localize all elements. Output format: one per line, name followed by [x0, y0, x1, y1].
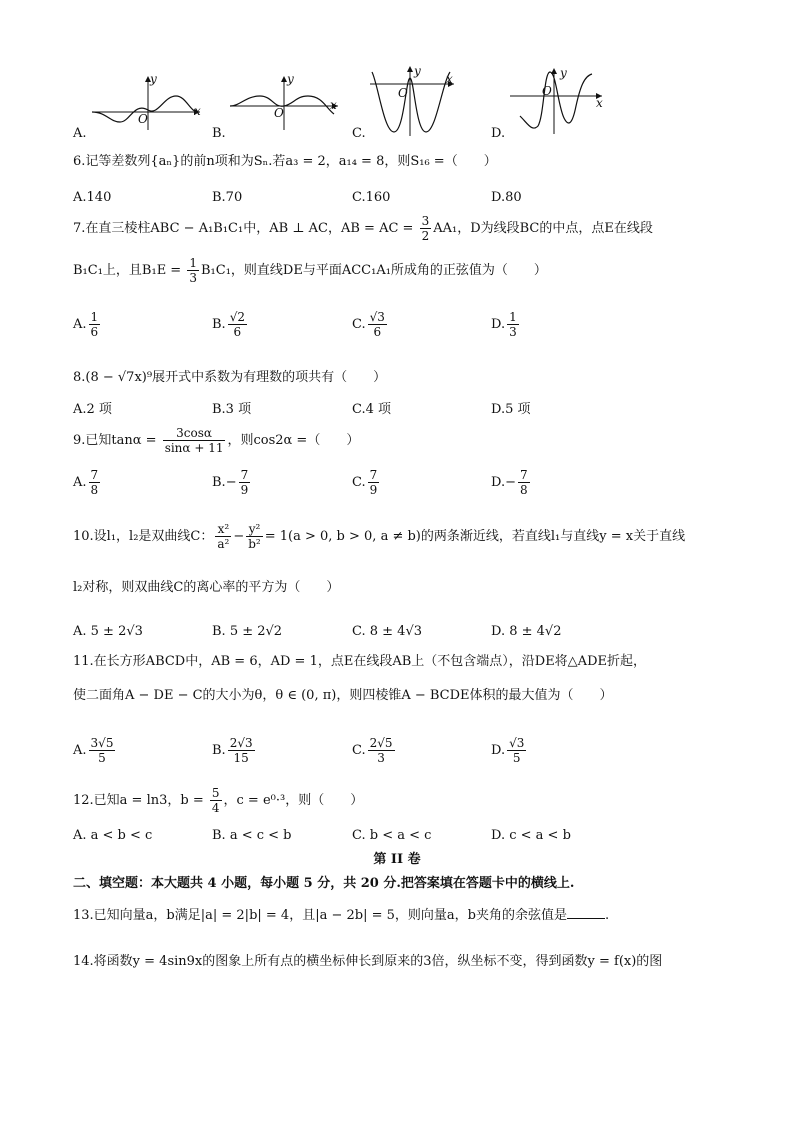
q7-fraction-2: $\frac{1}{3}$	[189, 256, 197, 285]
q6-option-c: C.160	[352, 190, 391, 205]
q6-option-b: B.70	[212, 190, 243, 205]
q9-fraction: $\frac{3\cos\alpha}{\sin\alpha + 11}$	[164, 426, 224, 455]
part-two-title: 第 II 卷	[373, 852, 421, 867]
q7-text-1: 7.在直三棱柱ABC − A₁B₁C₁中，AB ⊥ AC，AB = AC =	[73, 221, 418, 236]
q10-option-d: D. 8 ± 4√2	[491, 624, 562, 639]
q12-fraction: $\frac{5}{4}$	[211, 786, 220, 815]
q9-option-c: C. $\frac{7}{9}$	[352, 468, 378, 497]
q7-option-a: A. $\frac{1}{6}$	[73, 310, 99, 339]
graph-d	[506, 66, 606, 136]
q11-option-a: A. $\frac{3√5}{5}$	[73, 736, 114, 765]
graph-option-b: B.	[212, 126, 226, 141]
q7-text-3: B₁C₁上，且B₁E =	[73, 263, 186, 278]
graph-b	[226, 72, 344, 132]
graph-b-plot	[226, 72, 344, 132]
graph-option-a: A.	[73, 126, 87, 141]
graph-b-x-label: x	[330, 98, 337, 112]
q8-option-c: C.4 项	[352, 402, 392, 417]
graph-a-origin: O	[138, 112, 148, 126]
fill-in-heading: 二、填空题：本大题共 4 小题，每小题 5 分，共 20 分.把答案填在答题卡中的横线上.	[73, 876, 575, 891]
q11-option-c: C. $\frac{2√5}{3}$	[352, 736, 393, 765]
graph-c	[366, 64, 458, 138]
graph-d-y-label: y	[560, 66, 567, 80]
q7-option-b: B. $\frac{√2}{6}$	[212, 310, 245, 339]
q12-option-b: B. a < c < b	[212, 828, 292, 843]
q10-option-b: B. 5 ± 2√2	[212, 624, 283, 639]
graph-option-d: D.	[491, 126, 506, 141]
q14-stem: 14.将函数y = 4sin9x的图象上所有点的横坐标伸长到原来的3倍，纵坐标不变，得到函数y = f(x)的图	[73, 954, 663, 969]
q7-stem-line1	[73, 212, 653, 246]
graph-a-x-label: x	[194, 104, 201, 118]
q7-text-2: AA₁，D为线段BC的中点，点E在线段	[433, 221, 653, 236]
q9-option-a: A. $\frac{7}{8}$	[73, 468, 99, 497]
graph-d-origin: O	[542, 84, 552, 98]
q13-stem: 13.已知向量a，b满足|a| = 2|b| = 4，且|a − 2b| = 5，则向量a，b夹角的余弦值是 .	[73, 908, 610, 923]
graph-option-c: C.	[352, 126, 366, 141]
q10-option-c: C. 8 ± 4√3	[352, 624, 423, 639]
q6-stem: 6.记等差数列{aₙ}的前n项和为Sₙ.若a₃ = 2，a₁₄ = 8，则S₁₆ =（ ）	[73, 154, 497, 169]
graph-c-x-label: x	[446, 72, 453, 86]
q11-stem-line2: 使二面角A − DE − C的大小为θ，θ ∈ (0, π)，则四棱锥A − BCDE体积的最大值为（ ）	[73, 688, 613, 703]
graph-a-y-label: y	[150, 72, 157, 86]
graph-c-plot	[366, 64, 458, 138]
q11-option-b: B. $\frac{2√3}{15}$	[212, 736, 253, 765]
q12-option-a: A. a < b < c	[73, 828, 153, 843]
q10-stem-line1: 10.设l₁，l₂是双曲线C： $\frac{\text{x²}}{\text{a²}}$ − $\frac{\text{y²}}{\text{b²}}$ = 1(a > 0, b > 0, a ≠ b)的两条渐近线，若直线l₁与直线y = x关于直线	[73, 522, 686, 551]
q10-fraction-y: $\frac{\text{y²}}{\text{b²}}$	[248, 522, 261, 551]
graph-b-origin: O	[274, 106, 284, 120]
q8-option-a: A.2 项	[73, 402, 112, 417]
q6-option-d: D.80	[491, 190, 522, 205]
q11-option-d: D. $\frac{√3}{5}$	[491, 736, 525, 765]
q10-fraction-x: $\frac{\text{x²}}{\text{a²}}$	[217, 522, 230, 551]
q8-stem: 8.(8 − √7x)⁹展开式中系数为有理数的项共有（ ）	[73, 370, 387, 385]
q7-fraction-1: $\frac{3}{2}$	[421, 214, 430, 243]
q7-stem-line2	[73, 254, 547, 288]
q9-option-b: B.− $\frac{7}{9}$	[212, 468, 249, 497]
q13-answer-blank	[567, 906, 605, 919]
q10-stem-line2: l₂对称，则双曲线C的离心率的平方为（ ）	[73, 580, 340, 595]
q9-option-d: D.− $\frac{7}{8}$	[491, 468, 528, 497]
q8-option-b: B.3 项	[212, 402, 252, 417]
q7-option-d: D. $\frac{1}{3}$	[491, 310, 517, 339]
q11-stem-line1: 11.在长方形ABCD中，AB = 6，AD = 1，点E在线段AB上（不包含端点），沿DE将△ADE折起，	[73, 654, 646, 669]
q12-option-d: D. c < a < b	[491, 828, 571, 843]
q6-option-a: A.140	[73, 190, 112, 205]
q10-option-a: A. 5 ± 2√3	[73, 624, 143, 639]
q9-stem: 9.已知tanα = $\frac{3\cos\alpha}{\sin\alpha + 11}$ ，则cos2α =（ ）	[73, 426, 360, 455]
q7-option-c: C. $\frac{√3}{6}$	[352, 310, 385, 339]
q12-option-c: C. b < a < c	[352, 828, 432, 843]
graph-c-y-label: y	[414, 64, 421, 78]
graph-d-plot	[506, 66, 606, 136]
q12-stem: 12.已知a = ln3，b = $\frac{5}{4}$ ，c = e⁰·³，则（ ）	[73, 786, 364, 815]
q7-text-4: B₁C₁，则直线DE与平面ACC₁A₁所成角的正弦值为（ ）	[200, 263, 547, 278]
graph-d-x-label: x	[596, 96, 603, 110]
q8-option-d: D.5 项	[491, 402, 531, 417]
graph-c-origin: O	[398, 86, 408, 100]
graph-b-y-label: y	[287, 72, 294, 86]
